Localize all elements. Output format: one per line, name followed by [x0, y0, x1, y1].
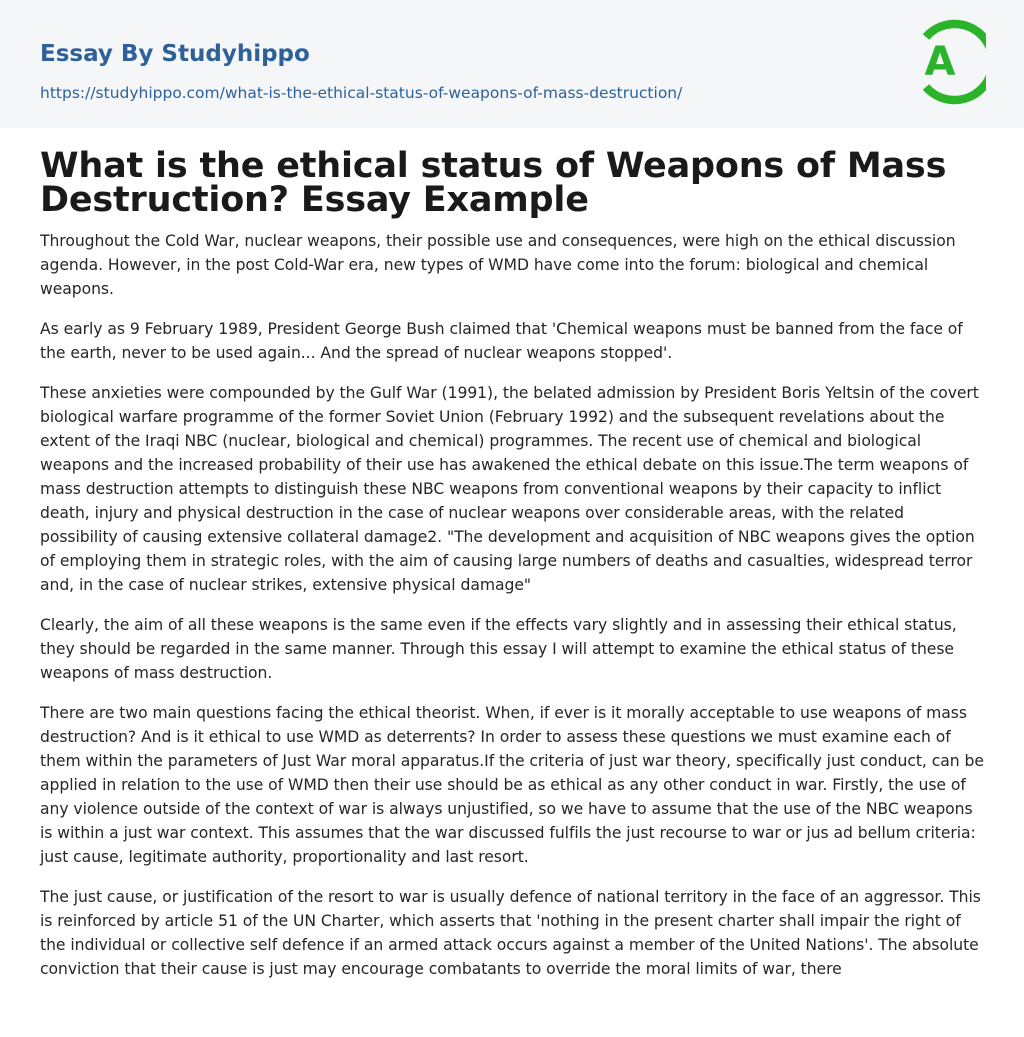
paragraph: These anxieties were compounded by the Gulf War (1991), the belated admission by President Boris Yeltsin of the covert biological warfare programme of the former Soviet Union (February 1992) and the subsequent revelations about the extent of the Iraqi NBC (nuclear, biological and chemical) programmes. The recent use of chemical and biological weapons and the increased probability of their use has awakened the ethical debate on this issue.The term weapons of mass destruction attempts to distinguish these NBC weapons from conventional weapons by their capacity to inflict death, injury and physical destruction in the case of nuclear weapons over considerable areas, with the related possibility of causing extensive collateral damage2. "The development and acquisition of NBC weapons gives the option of employing them in strategic roles, with the aim of causing large numbers of deaths and casualties, widespread terror and, in the case of nuclear strikes, extensive physical damage"	[40, 384, 979, 594]
paragraph: There are two main questions facing the ethical theorist. When, if ever is it morally acceptable to use weapons of mass destruction? And is it ethical to use WMD as deterrents? In order to assess these questions we must examine each of them within the parameters of Just War moral apparatus.If the criteria of just war theory, specifically just conduct, can be applied in relation to the use of WMD then their use should be as ethical as any other conduct in war. Firstly, the use of any violence outside of the context of war is always unjustified, so we have to assume that the use of the NBC weapons is within a just war context. This assumes that the war discussed fulfils the just recourse to war or jus ad bellum criteria: just cause, legitimate authority, proportionality and last resort.	[40, 704, 984, 866]
studyhippo-logo-icon[interactable]	[914, 19, 986, 105]
site-header	[0, 0, 1024, 128]
source-url-link[interactable]: https://studyhippo.com/what-is-the-ethical-status-of-weapons-of-mass-destruction/	[40, 84, 683, 102]
paragraph: Throughout the Cold War, nuclear weapons, their possible use and consequences, were high on the ethical discussion agenda. However, in the post Cold-War era, new types of WMD have come into the forum: biological and chemical weapons.	[40, 232, 956, 298]
paragraph: The just cause, or justification of the resort to war is usually defence of national territory in the face of an aggressor. This is reinforced by article 51 of the UN Charter, which asserts that 'nothing in the present charter shall impair the right of the individual or collective self defence if an armed attack occurs against a member of the United Nations'. The absolute conviction that their cause is just may encourage combatants to override the moral limits of war, there	[40, 888, 981, 978]
paragraph: As early as 9 February 1989, President George Bush claimed that 'Chemical weapons must be banned from the face of the earth, never to be used again... And the spread of nuclear weapons stopped'.	[40, 320, 963, 362]
brand-title[interactable]: Essay By Studyhippo	[40, 41, 310, 67]
paragraph: Clearly, the aim of all these weapons is the same even if the effects vary slightly and in assessing their ethical status, they should be regarded in the same manner. Through this essay I will attempt to examine the ethical status of these weapons of mass destruction.	[40, 616, 957, 682]
article-title: What is the ethical status of Weapons of Mass Destruction? Essay Example	[40, 146, 947, 220]
article	[40, 146, 984, 997]
logo-letter: A	[924, 39, 956, 85]
